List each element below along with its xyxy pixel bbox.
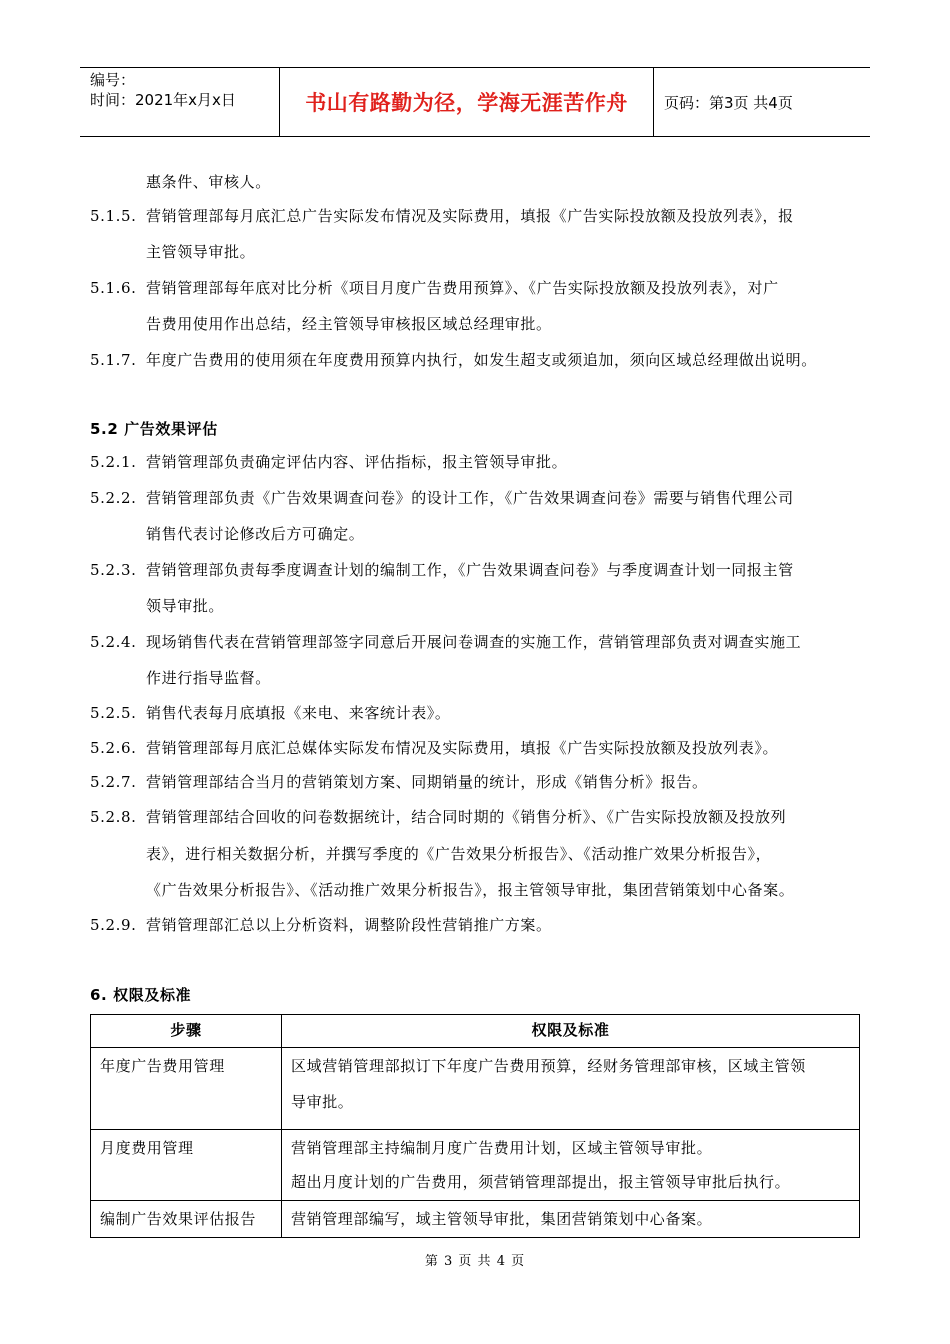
clause-number: 5.1.6. (90, 279, 137, 297)
table-row (91, 1130, 860, 1201)
clause-text: 营销管理部结合当月的营销策划方案、同期销量的统计，形成《销售分析》报告。 (146, 773, 708, 791)
clause-number: 5.2.3. (90, 561, 137, 579)
clause-text: 营销管理部负责每季度调查计划的编制工作，《广告效果调查问卷》与季度调查计划一同报主管 (146, 561, 794, 579)
clause-text: 现场销售代表在营销管理部签字同意后开展问卷调查的实施工作，营销管理部负责对调查实施工 (146, 633, 802, 651)
clause-number: 5.2.4. (90, 633, 137, 651)
clause-number: 5.2.5. (90, 704, 137, 722)
date-label: 时间：2021年x月x日 (90, 91, 236, 109)
clause-text: 营销管理部每年底对比分析《项目月度广告费用预算》、《广告实际投放额及投放列表》，对广 (146, 279, 779, 297)
clause-text: 营销管理部每月底汇总媒体实际发布情况及实际费用，填报《广告实际投放额及投放列表》。 (146, 739, 779, 757)
clause-text: 营销管理部每月底汇总广告实际发布情况及实际费用，填报《广告实际投放额及投放列表》，报 (146, 207, 794, 225)
standard-cell (282, 1201, 860, 1238)
clause-text: 销售代表讨论修改后方可确定。 (146, 525, 365, 543)
table-row (91, 1201, 860, 1238)
authority-table (90, 1014, 860, 1238)
text-line: 惠条件、审核人。 (146, 173, 271, 191)
standard-line: 超出月度计划的广告费用，须营销管理部提出，报主管领导审批后执行。 (291, 1173, 791, 1191)
clause-text: 营销管理部负责《广告效果调查问卷》的设计工作，《广告效果调查问卷》需要与销售代理公司 (146, 489, 794, 507)
clause-text: 营销管理部结合回收的问卷数据统计，结合同时期的《销售分析》、《广告实际投放额及投放列 (146, 808, 787, 826)
standard-line: 导审批。 (291, 1093, 354, 1111)
clause-number: 5.1.5. (90, 207, 137, 225)
clause-text: 年度广告费用的使用须在年度费用预算内执行，如发生超支或须追加，须向区域总经理做出说明。 (146, 351, 817, 369)
section-heading: 5.2 广告效果评估 (90, 420, 218, 438)
clause-number: 5.2.9. (90, 916, 137, 934)
clause-text: 告费用使用作出总结，经主管领导审核报区域总经理审批。 (146, 315, 552, 333)
standard-line: 区域营销管理部拟订下年度广告费用预算，经财务管理部审核，区域主管领 (291, 1057, 806, 1075)
clause-text: 表》，进行相关数据分析，并撰写季度的《广告效果分析报告》、《活动推广效果分析报告》， (146, 845, 772, 863)
header-meta (80, 68, 280, 136)
code-label: 编号： (90, 71, 136, 89)
clause-number: 5.2.1. (90, 453, 137, 471)
step-cell: 年度广告费用管理 (91, 1048, 282, 1130)
clause-text: 销售代表每月底填报《来电、来客统计表》。 (146, 704, 451, 722)
standard-cell (282, 1048, 860, 1130)
step-cell: 月度费用管理 (91, 1130, 282, 1201)
header-page-number: 页码：第3页 共4页 (664, 93, 793, 112)
clause-text: 领导审批。 (146, 597, 225, 615)
standard-line: 营销管理部编写，域主管领导审批，集团营销策划中心备案。 (291, 1210, 713, 1228)
clause-text: 营销管理部汇总以上分析资料，调整阶段性营销推广方案。 (146, 916, 552, 934)
clause-number: 5.2.6. (90, 739, 137, 757)
header-motto: 书山有路勤为径，学海无涯苦作舟 (280, 68, 654, 136)
clause-text: 《广告效果分析报告》、《活动推广效果分析报告》，报主管领导审批，集团营销策划中心备案。 (146, 881, 795, 899)
step-cell: 编制广告效果评估报告 (91, 1201, 282, 1238)
clause-text: 主管领导审批。 (146, 243, 256, 261)
table-header-row (91, 1015, 860, 1048)
clause-number: 5.2.8. (90, 808, 137, 826)
page-header (80, 67, 870, 137)
table-row (91, 1048, 860, 1130)
clause-number: 5.2.2. (90, 489, 137, 507)
column-header: 步骤 (91, 1015, 282, 1048)
standard-cell (282, 1130, 860, 1201)
page-footer: 第 3 页 共 4 页 (424, 1254, 526, 1269)
section-heading: 6. 权限及标准 (90, 986, 192, 1004)
clause-text: 作进行指导监督。 (146, 669, 271, 687)
clause-number: 5.1.7. (90, 351, 137, 369)
clause-text: 营销管理部负责确定评估内容、评估指标，报主管领导审批。 (146, 453, 568, 471)
column-header: 权限及标准 (282, 1015, 860, 1048)
standard-line: 营销管理部主持编制月度广告费用计划，区域主管领导审批。 (291, 1139, 713, 1157)
clause-number: 5.2.7. (90, 773, 137, 791)
